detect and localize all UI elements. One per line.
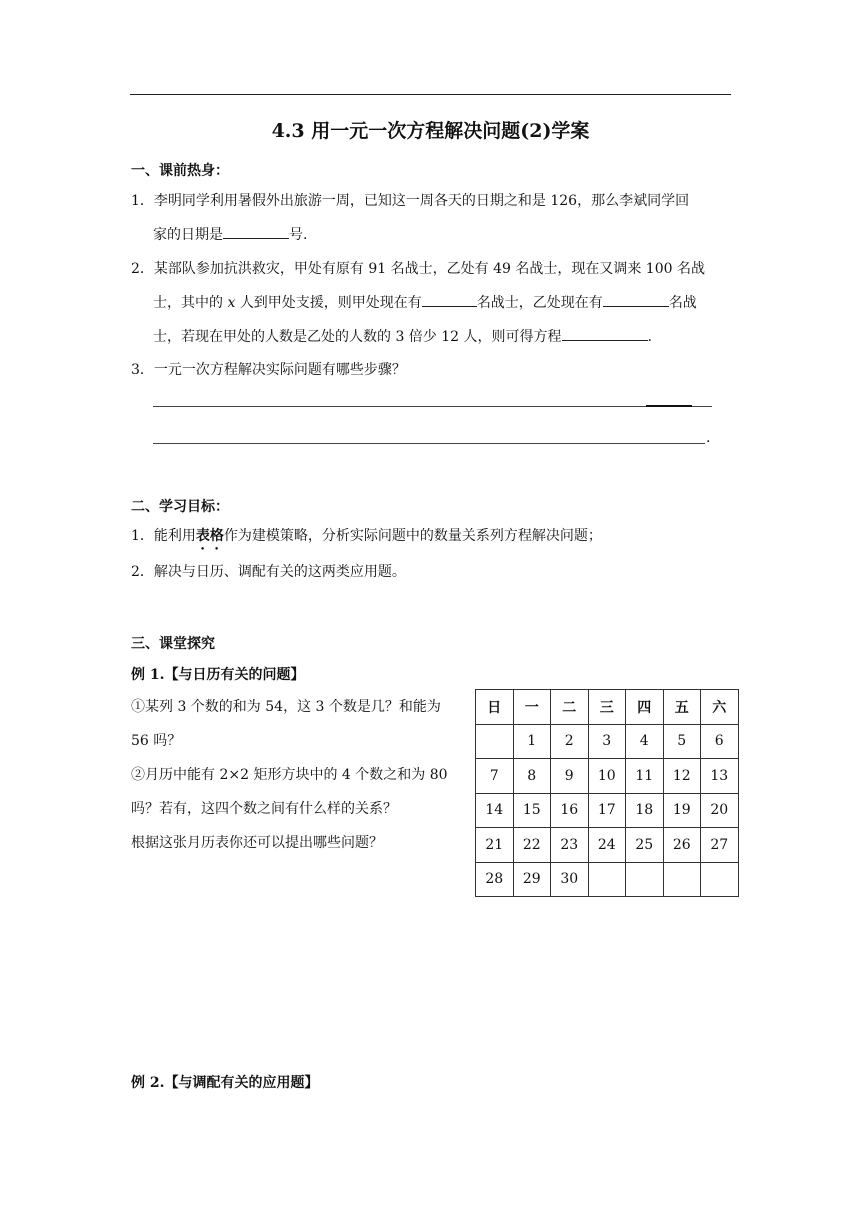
calendar-week-row: [476, 793, 739, 828]
answer-line-1[interactable]: [153, 406, 712, 407]
question-2-text-e: 士，若现在甲处的人数是乙处的人数的 3 倍少 12 人，则可得方程: [153, 329, 562, 345]
calendar-header-cell: 一: [513, 690, 551, 725]
goal-2: 2．解决与日历、调配有关的这两类应用题。: [131, 564, 406, 580]
question-3-line-1: 3．一元一次方程解决实际问题有哪些步骤？: [131, 362, 406, 378]
calendar-day-cell: 3: [588, 724, 626, 759]
calendar-day-cell: 22: [513, 828, 551, 863]
calendar-day-cell: 16: [551, 793, 589, 828]
calendar-day-cell: 8: [513, 759, 551, 794]
question-2-line-1: 2．某部队参加抗洪救灾，甲处有原有 91 名战士，乙处有 49 名战士，现在又调来 100 名战: [131, 261, 705, 277]
example-1-line-4: 吗？若有，这四个数之间有什么样的关系？: [131, 801, 397, 817]
goal-1: [131, 526, 602, 553]
question-2-text-c: 名战士，乙处现在有: [476, 295, 603, 311]
answer-line-1-accent: [646, 405, 692, 407]
calendar-day-cell: 27: [701, 828, 739, 863]
calendar-header-cell: 五: [663, 690, 701, 725]
question-2-blank-2[interactable]: [603, 292, 669, 307]
example-1-line-1: ①某列 3 个数的和为 54，这 3 个数是几？和能为: [131, 699, 441, 715]
calendar-day-cell: 30: [551, 862, 589, 897]
calendar-header-cell: 二: [551, 690, 589, 725]
goal-1-emphasis: 表格: [195, 528, 224, 544]
calendar-day-cell: 6: [701, 724, 739, 759]
calendar-day-cell: [626, 862, 664, 897]
calendar-day-cell: 1: [513, 724, 551, 759]
example-1-line-2: 56 吗？: [131, 733, 182, 749]
calendar-day-cell: [476, 724, 514, 759]
variable-x: x: [227, 295, 236, 311]
calendar-day-cell: 26: [663, 828, 701, 863]
section-3-heading: 三、课堂探究: [131, 636, 215, 652]
calendar-day-cell: 29: [513, 862, 551, 897]
calendar-week-row: [476, 862, 739, 897]
calendar-day-cell: 4: [626, 724, 664, 759]
calendar-header-cell: 四: [626, 690, 664, 725]
calendar-week-row: [476, 724, 739, 759]
calendar-day-cell: 13: [701, 759, 739, 794]
example-1-title: 例 1.【与日历有关的问题】: [131, 667, 305, 683]
question-1-line-2: [153, 224, 307, 245]
question-1-blank[interactable]: [223, 224, 289, 239]
section-1-heading: 一、课前热身：: [131, 163, 229, 179]
calendar-day-cell: 15: [513, 793, 551, 828]
calendar-day-cell: 19: [663, 793, 701, 828]
answer-line-end: .: [706, 430, 711, 446]
question-2-blank-1[interactable]: [422, 292, 477, 307]
calendar-day-cell: 10: [588, 759, 626, 794]
calendar-header-cell: 日: [476, 690, 514, 725]
question-2-text-f: .: [647, 329, 652, 345]
calendar-day-cell: [663, 862, 701, 897]
calendar-day-cell: 7: [476, 759, 514, 794]
question-2-line-3: [153, 326, 652, 347]
goal-1-text-b: 作为建模策略，分析实际问题中的数量关系列方程解决问题；: [223, 528, 602, 544]
calendar-week-row: [476, 759, 739, 794]
page-title: 4.3 用一元一次方程解决问题(2)学案: [271, 120, 590, 142]
calendar-day-cell: 11: [626, 759, 664, 794]
calendar-day-cell: 2: [551, 724, 589, 759]
calendar-day-cell: 23: [551, 828, 589, 863]
question-1-text-a: 家的日期是: [153, 227, 223, 243]
calendar-day-cell: 12: [663, 759, 701, 794]
calendar-day-cell: [701, 862, 739, 897]
section-2-heading: 二、学习目标：: [131, 499, 229, 515]
calendar-day-cell: 24: [588, 828, 626, 863]
goal-1-text-a: 1．能利用: [131, 528, 196, 544]
question-2-text-d: 名战: [668, 295, 697, 311]
question-2-text-b: 人到甲处支援，则甲处现在有: [239, 295, 422, 311]
calendar-day-cell: 14: [476, 793, 514, 828]
calendar-day-cell: [588, 862, 626, 897]
calendar-table: [475, 689, 739, 897]
calendar-header-row: [476, 690, 739, 725]
question-1-text-b: 号.: [289, 227, 308, 243]
example-2-title: 例 2.【与调配有关的应用题】: [131, 1075, 319, 1091]
calendar-header-cell: 六: [701, 690, 739, 725]
calendar-day-cell: 9: [551, 759, 589, 794]
example-1-line-5: 根据这张月历表你还可以提出哪些问题？: [131, 835, 383, 851]
calendar-day-cell: 5: [663, 724, 701, 759]
calendar-day-cell: 21: [476, 828, 514, 863]
calendar-day-cell: 18: [626, 793, 664, 828]
example-1-line-3: ②月历中能有 2×2 矩形方块中的 4 个数之和为 80: [131, 767, 448, 783]
calendar-header-cell: 三: [588, 690, 626, 725]
calendar-week-row: [476, 828, 739, 863]
header-rule: [130, 94, 731, 95]
calendar-day-cell: 25: [626, 828, 664, 863]
question-1-line-1: 1．李明同学利用暑假外出旅游一周，已知这一周各天的日期之和是 126，那么李斌同学回: [131, 193, 690, 209]
question-2-line-2: [153, 292, 697, 313]
calendar-day-cell: 20: [701, 793, 739, 828]
question-2-text-a: 士，其中的: [153, 295, 223, 311]
calendar-day-cell: 28: [476, 862, 514, 897]
question-2-blank-3[interactable]: [562, 326, 648, 341]
calendar-day-cell: 17: [588, 793, 626, 828]
answer-line-2[interactable]: [153, 443, 705, 444]
